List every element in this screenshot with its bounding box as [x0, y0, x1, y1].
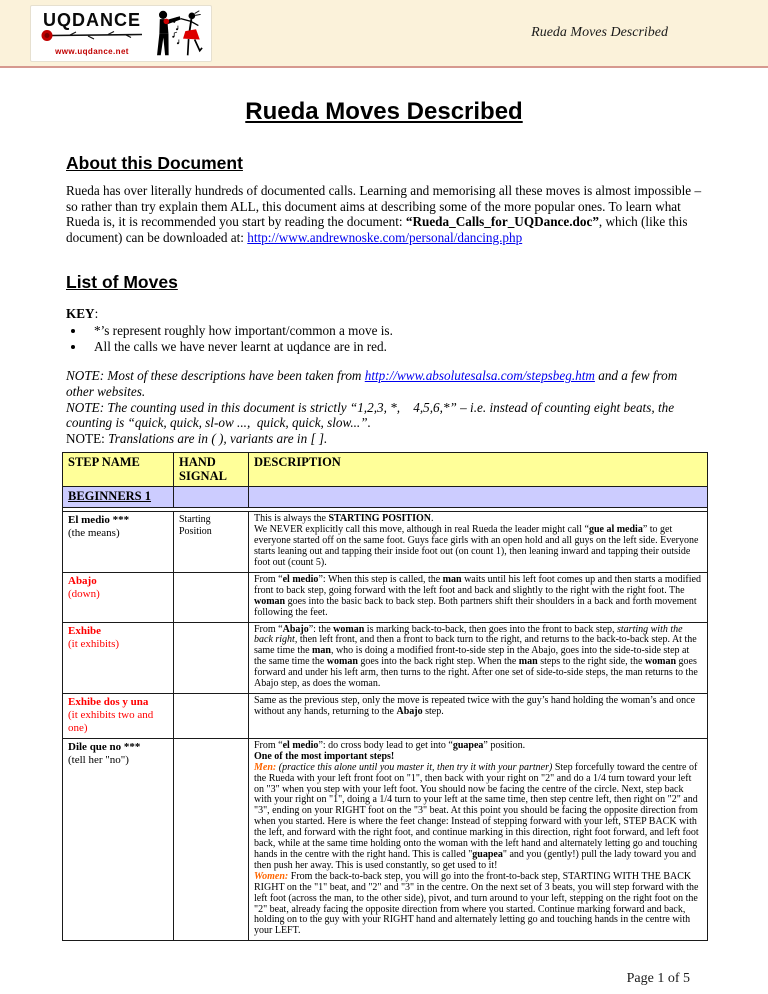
step-name-cell — [63, 738, 174, 940]
section-row-beginners-1 — [63, 487, 708, 508]
rose-icon — [40, 29, 144, 42]
column-header-hand-signal: HAND SIGNAL — [174, 453, 249, 487]
text-run: waits until his left foot comes up and then starts a modified front to back step, going forward with the left foot and back and slightly to the right with the right foot. The — [254, 573, 701, 596]
notes-block — [66, 368, 706, 446]
text-run: “Rueda_Calls_for_UQDance.doc” — [405, 214, 599, 230]
description-cell — [249, 512, 708, 573]
text-run: (down) — [68, 587, 100, 600]
text-run: Exhibe — [68, 624, 102, 637]
description-cell — [249, 738, 708, 940]
moves-table — [62, 452, 708, 941]
text-run: woman — [333, 623, 365, 635]
key-label — [66, 306, 702, 322]
text-run: Dile que no *** — [68, 740, 141, 753]
text-run: Translations are in ( ), variants are in [ ]. — [108, 430, 328, 446]
text-run: Abajo — [396, 705, 423, 717]
text-run: Women: — [254, 870, 289, 882]
text-run: guapea — [472, 849, 503, 860]
header-doc-title: Rueda Moves Described — [531, 25, 668, 40]
text-run: goes into the basic back to back step. Both partners shift their shoulders in a back and forth movement following the feet. — [254, 595, 697, 618]
text-run: step. — [422, 705, 444, 717]
text-run: ”: the — [308, 623, 334, 635]
note-line — [66, 400, 706, 431]
hand-signal-cell — [174, 738, 249, 940]
note-line — [66, 368, 706, 399]
text-run: From the back-to-back step, you will go into the front-to-back step, STARTING WITH THE BACK RIGHT on the "1" beat, and "2" and "3" in the centre. On the next set of 3 beats, you will step forward with the left foot (across the man, to the other side), pivot, and turn around to your left, stepping on the right foot on the "2" beat, already facing the opposite direction from where you started. Continue marking forward and back, holding on to the guy with your RIGHT hand and alternately letting go and touching hands in the centre with your LEFT. — [254, 870, 699, 937]
section-empty-cell — [249, 487, 708, 508]
text-run: STARTING POSITION — [328, 513, 431, 525]
text-run: and a few from other websites. — [66, 368, 681, 399]
text-run: NOTE: Most of these descriptions have been taken from — [66, 368, 365, 384]
text-run: man — [518, 656, 538, 668]
page-header — [0, 0, 768, 68]
key-list-item: • All the calls we have never learnt at uqdance are in red. — [86, 339, 702, 355]
description-cell — [249, 572, 708, 622]
text-run: goes forward and under his left arm, then turns to the right. After one set of side-to-side steps, the man returns to the Abajo step, as does the woman. — [254, 656, 698, 690]
inline-link[interactable]: http://www.absolutesalsa.com/stepsbeg.htm — [364, 368, 595, 384]
step-name-cell — [63, 693, 174, 738]
step-name-cell — [63, 572, 174, 622]
text-run: From “ — [254, 739, 283, 751]
text-run: Men: — [254, 761, 277, 773]
text-run: starting with the back right, — [254, 623, 683, 646]
text-run: Same as the previous step, only the move is repeated twice with the guy’s hand holding the woman’s and once without any hands, returning to the — [254, 694, 696, 717]
text-run: woman — [254, 595, 286, 607]
logo-text-block — [33, 11, 151, 56]
description-cell — [249, 622, 708, 693]
about-paragraph — [66, 183, 706, 245]
section-empty-cell — [174, 487, 249, 508]
text-run: Exhibe dos y una — [68, 695, 149, 708]
text-run: Abajo — [68, 574, 97, 587]
text-run: El medio *** — [68, 514, 130, 527]
table-row-abajo — [63, 572, 708, 622]
moves-heading: List of Moves — [66, 272, 178, 293]
table-row-el-medio — [63, 512, 708, 573]
dancers-icon — [151, 8, 203, 58]
text-run: is marking back-to-back, then goes into the front to back step, — [364, 623, 618, 635]
text-run: (it exhibits two and one) — [68, 708, 154, 734]
note-line — [66, 431, 706, 447]
hand-signal-cell — [174, 693, 249, 738]
column-header-description: DESCRIPTION — [249, 453, 708, 487]
text-run: ” position. — [483, 739, 526, 751]
text-run: steps to the right side, the — [537, 656, 645, 668]
text-run: ”: When this step is called, the — [318, 573, 443, 585]
about-heading: About this Document — [66, 153, 243, 173]
text-run: then left front, and then a front to back turn to the right, and returns to the back-to-back step. At the same time the — [254, 634, 697, 657]
inline-link[interactable]: http://www.andrewnoske.com/personal/dancing.php — [247, 229, 523, 245]
table-row-exhibe-dos-y-una — [63, 693, 708, 738]
text-run: man — [312, 645, 331, 657]
text-run: , which (like this document) can be downloaded at: — [66, 214, 688, 245]
hand-signal-cell — [174, 572, 249, 622]
text-run: One of the most important steps! — [254, 750, 395, 762]
text-run: From “ — [254, 573, 283, 585]
text-run: (the means) — [68, 527, 120, 540]
text-run: woman — [644, 656, 677, 668]
column-header-step-name: STEP NAME — [63, 453, 174, 487]
text-run: (tell her "no") — [68, 753, 129, 766]
text-run: KEY — [66, 306, 95, 322]
table-row-dile-que-no — [63, 738, 708, 940]
text-run: woman — [326, 656, 358, 668]
text-run: Abajo — [282, 623, 309, 635]
text-run: : — [94, 306, 99, 322]
logo-url: www.uqdance.net — [55, 46, 129, 56]
key-list-item: • *’s represent roughly how important/common a move is. — [86, 323, 702, 339]
text-run: (practice this alone until you master it, then try it with your partner) — [276, 761, 553, 773]
text-run: gue al media — [588, 524, 643, 536]
text-run: man — [442, 573, 462, 585]
page-footer: Page 1 of 5 — [626, 971, 690, 987]
text-run: guapea — [452, 739, 484, 751]
key-list — [66, 323, 702, 355]
text-run: . — [430, 513, 434, 525]
text-run: ”: do cross body lead to get into “ — [318, 739, 453, 751]
text-run: (it exhibits) — [68, 637, 120, 650]
text-run: el medio — [282, 739, 319, 751]
text-run: This is always the — [254, 513, 329, 525]
table-header-row — [63, 453, 708, 487]
hand-signal-cell: Starting Position — [174, 512, 249, 573]
text-run: From “ — [254, 623, 283, 635]
table-row-exhibe — [63, 622, 708, 693]
uqdance-logo — [30, 5, 212, 62]
text-run: We NEVER explicitly call this move, although in real Rueda the leader might call “ — [254, 524, 589, 536]
text-run: NOTE: — [66, 430, 109, 446]
text-run: goes into the back right step. When the — [357, 656, 519, 668]
hand-signal-cell — [174, 622, 249, 693]
text-run: NOTE: The counting used in this document is strictly “1,2,3, *, 4,5,6,*” – i.e. instead of counting eight beats, the counting is “quick, quick, sl-ow ..., quick, quick, slow...”. — [66, 399, 678, 431]
description-cell — [249, 693, 708, 738]
text-run: Step forcefully toward the centre of the Rueda with your left front foot on "1", then back with your right on "2" and do a 1/4 turn toward your left on "3" when you step with your left foot. You should now be facing the centre of the circle. Next, step back with your right on "1", doing a 1/4 turn to your left at the same time, then step centre left, then right on "2" and "3", ending on your RIGHT foot on the "3" beat. At this point you should be facing the opposite direction from when you started. Here is where the feet change: Instead of stepping forward with your left, STEP BACK with the left, and forward with the right foot, and continue marking in this direction, right foot forward, and left foot back, while at the same time holding onto the woman with the left hand and alternately letting go and touching hands in the centre with the right hand. This is called " — [254, 761, 699, 860]
step-name-cell — [63, 512, 174, 573]
logo-wordmark: UQDANCE — [42, 9, 141, 30]
text-run: , who is doing a modified front-to-side step in the Abajo, goes into the side-to-side step at the same time the — [254, 645, 690, 668]
step-name-cell — [63, 622, 174, 693]
text-run: ” to get everyone started off on the same foot. Guys face girls with an open hold and all guys on the left side. Everyone starts leaning out and tapping their inside foot out (on count 1), then leaning inward and tapping their outside foot out (count 5). — [254, 524, 699, 568]
text-run: " and you (gently!) pull the lady toward you and then push her away. This is used constantly, so get used to it! — [254, 849, 697, 871]
text-run: el medio — [282, 573, 319, 585]
page-title: Rueda Moves Described — [245, 98, 523, 125]
text-run: Rueda has over literally hundreds of documented calls. Learning and memorising all these moves is almost impossible – so rather than try explain them ALL, this document aims at describing some of the more popular ones. To learn what Rueda is, it is recommended you start by reading the document: — [66, 183, 702, 230]
section-title: BEGINNERS 1 — [63, 487, 174, 508]
